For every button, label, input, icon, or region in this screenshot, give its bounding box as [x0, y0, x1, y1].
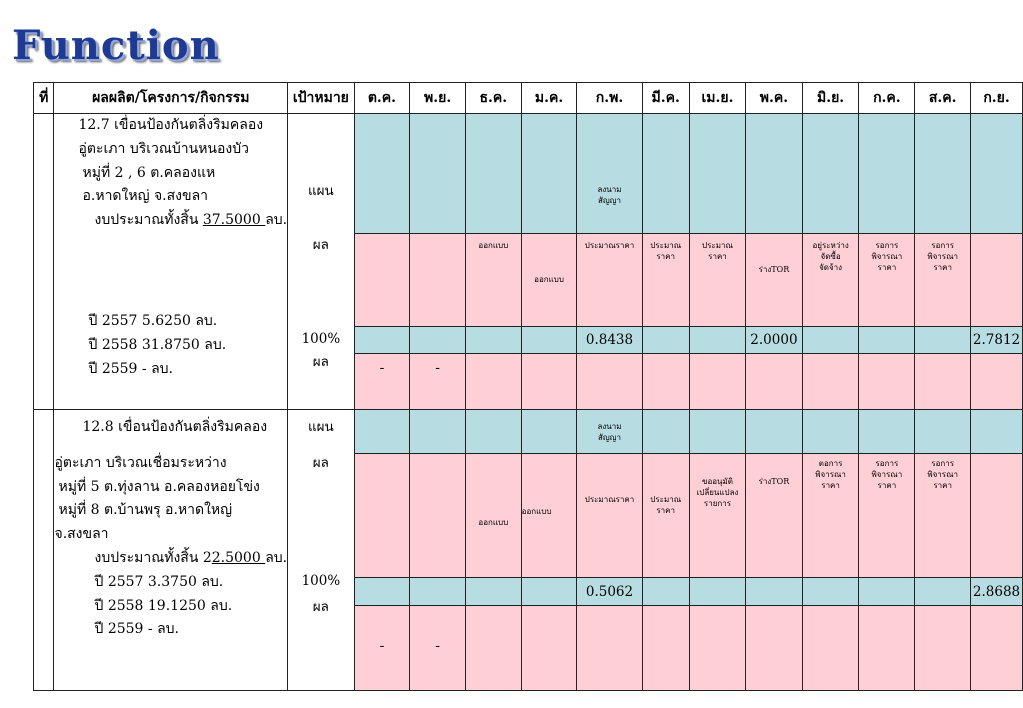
p1-line-1: 12.7 เขื่อนป้องกันตลิ่งริมคลอง [78, 117, 264, 133]
p1-result-oct [354, 234, 410, 327]
header-feb: ก.พ. [577, 83, 642, 114]
p2-plan-jul [859, 410, 915, 454]
header-jun: มิ.ย. [802, 83, 859, 114]
p2-target-plan: แผน [307, 419, 334, 435]
p1-line-4: อ.หาดใหญ่ จ.สงขลา [82, 188, 209, 205]
p1-description [54, 114, 288, 410]
p1-r2-aug [915, 354, 971, 410]
p1-plan-jan [521, 114, 577, 234]
p2-description [54, 410, 288, 691]
p1-budget-amount: 37.5000 [202, 212, 266, 229]
p1-r2-sep [971, 354, 1023, 410]
page-title: Function [12, 22, 220, 69]
p1-plan-aug [915, 114, 971, 234]
schedule-table [33, 82, 1023, 691]
header-dec: ธ.ค. [465, 83, 521, 114]
p1-budget [54, 209, 287, 233]
header-project: ผลผลิต/โครงการ/กิจกรรม [54, 83, 288, 114]
p1-amount-jan [521, 327, 577, 354]
p2-result-jul-2: พิจารณา [871, 470, 903, 479]
p1-line-2: อู่ตะเภา บริเวณบ้านหนองบัว [78, 140, 249, 157]
p2-result-apr-1: ขออนุมัติ [701, 477, 733, 486]
p1-amount-sep: 2.7812 [971, 327, 1023, 354]
p2-result-aug-2: พิจารณา [927, 470, 958, 479]
p2-target-result-2: ผล [312, 599, 329, 615]
header-apr: เม.ย. [689, 83, 745, 114]
p2-targets [288, 410, 355, 691]
p2-plan-oct [354, 410, 410, 454]
p1-target-result: ผล [312, 237, 329, 253]
p2-result-jul-3: ราคา [877, 481, 897, 490]
p2-plan-feb-2: สัญญา [597, 432, 621, 442]
p2-result-may: ร่างTOR [746, 454, 803, 578]
p2-amount-jul [859, 578, 915, 606]
p1-r2-may [746, 354, 803, 410]
p1-targets [288, 114, 355, 410]
p1-plan-jun [802, 114, 859, 234]
p2-r2-dec [465, 606, 521, 691]
p2-result-mar-1: ประมาณ [650, 495, 682, 504]
p2-no-cell [34, 410, 54, 691]
p1-result-dec: ออกแบบ [465, 234, 521, 327]
p1-r2-feb [577, 354, 642, 410]
p1-amount-jun [802, 327, 859, 354]
p1-result-may: ร่างTOR [746, 234, 803, 327]
p2-plan-feb [577, 410, 642, 454]
p2-amount-mar [642, 578, 689, 606]
p1-year-2558: ปี 2558 31.8750 ลบ. [88, 336, 227, 353]
p1-result-sep [971, 234, 1023, 327]
p1-r2-jan [521, 354, 577, 410]
p1-result-mar [642, 234, 689, 327]
p1-plan-jul [859, 114, 915, 234]
p1-amount-oct [354, 327, 410, 354]
p1-r2-dec [465, 354, 521, 410]
p1-r2-jun [802, 354, 859, 410]
p2-result-mar-2: ราคา [656, 506, 676, 515]
p2-line-5: จ.สงขลา [54, 526, 109, 543]
header-aug: ส.ค. [915, 83, 971, 114]
p2-result-jun [802, 454, 859, 578]
p1-result-jul-3: ราคา [877, 263, 897, 272]
p2-plan-mar [642, 410, 689, 454]
p2-plan-jan [521, 410, 577, 454]
p2-result-aug-3: ราคา [933, 481, 952, 490]
p1-plan-feb-1: ลงนาม [597, 185, 622, 194]
p2-result-nov [410, 454, 466, 578]
p1-r2-apr [689, 354, 745, 410]
p2-budget-amount: 2.5000 [211, 549, 266, 566]
p1-amount-jul [859, 327, 915, 354]
p1-target-result-2: ผล [312, 354, 329, 370]
p2-result-jun-3: ราคา [821, 481, 840, 490]
p1-result-apr [689, 234, 745, 327]
p1-plan-row [34, 114, 1023, 234]
p1-line-3: หมู่ที่ 2 , 6 ต.คลองแห [82, 164, 216, 181]
p2-result-jul [859, 454, 915, 578]
p1-year-2559: ปี 2559 - ลบ. [88, 360, 173, 377]
header-target: เป้าหมาย [288, 83, 355, 114]
p1-result-aug-1: รอการ [931, 241, 955, 250]
p2-target-percent: 100% [301, 573, 341, 589]
p2-result-jul-1: รอการ [875, 459, 899, 468]
p2-line-4: หมู่ที่ 8 ต.บ้านพรุ อ.หาดใหญ่ [58, 502, 233, 519]
p1-r2-jul [859, 354, 915, 410]
header-nov: พ.ย. [410, 83, 466, 114]
p1-amount-may: 2.0000 [746, 327, 803, 354]
p2-result-mar [642, 454, 689, 578]
p1-result-aug [915, 234, 971, 327]
p2-r2-jun [802, 606, 859, 691]
p1-result-mar-1: ประมาณ [650, 241, 682, 250]
p1-result-jun-1: อยู่ระหว่าง [812, 241, 849, 250]
p1-plan-nov [410, 114, 466, 234]
p1-no-cell [34, 114, 54, 410]
p2-result-oct [354, 454, 410, 578]
p2-plan-sep [971, 410, 1023, 454]
p1-result-jul [859, 234, 915, 327]
p2-plan-feb-1: ลงนาม [597, 421, 622, 431]
p2-amount-jan [521, 578, 577, 606]
p1-dash-oct: - [354, 354, 410, 410]
header-jan: ม.ค. [521, 83, 577, 114]
p2-plan-nov [410, 410, 466, 454]
p2-amount-apr [689, 578, 745, 606]
p1-result-apr-1: ประมาณ [702, 241, 733, 250]
p2-result-apr-2: เปลี่ยนแปลง [696, 488, 739, 497]
p2-result-aug-1: รอการ [931, 459, 955, 468]
p2-result-apr-3: รายการ [703, 499, 732, 508]
p2-line-1: 12.8 เขื่อนป้องกันตลิ่งริมคลอง [82, 419, 268, 435]
p1-result-aug-2: พิจารณา [927, 252, 958, 261]
p1-result-jul-1: รอการ [875, 241, 899, 250]
p1-result-nov [410, 234, 466, 327]
p1-plan-feb-2: สัญญา [597, 196, 621, 205]
p2-year-2557: ปี 2557 3.3750 ลบ. [94, 573, 224, 590]
p2-plan-dec [465, 410, 521, 454]
header-jul: ก.ค. [859, 83, 915, 114]
p2-r2-aug [915, 606, 971, 691]
p2-r2-jan [521, 606, 577, 691]
p2-result-jan: ออกแบบ [521, 454, 577, 578]
p1-amount-apr [689, 327, 745, 354]
p1-result-jun-2: จัดซื้อ [820, 252, 841, 261]
p2-line-3: หมู่ที่ 5 ต.ทุ่งลาน อ.คลองหอยโข่ง [58, 478, 260, 495]
p1-target-plan: แผน [307, 183, 334, 199]
p2-result-jun-1: ตอการ [818, 459, 843, 468]
p2-amount-sep: 2.8688 [971, 578, 1023, 606]
p2-amount-feb: 0.5062 [577, 578, 642, 606]
p1-plan-oct [354, 114, 410, 234]
p1-result-jun-3: จัดจ้าง [819, 263, 843, 272]
p2-budget-unit: ลบ. [265, 549, 288, 566]
p2-plan-aug [915, 410, 971, 454]
p2-r2-mar [642, 606, 689, 691]
p1-plan-apr [689, 114, 745, 234]
p1-result-jun [802, 234, 859, 327]
p2-year-2558: ปี 2558 19.1250 ลบ. [94, 597, 233, 614]
p2-budget-prefix: งบประมาณทั้งสิ้น 2 [94, 549, 212, 566]
p1-result-apr-2: ราคา [708, 252, 727, 261]
p2-result-apr [689, 454, 745, 578]
p2-result-sep [971, 454, 1023, 578]
p1-result-jan: ออกแบบ [521, 234, 577, 327]
p1-r2-mar [642, 354, 689, 410]
p2-amount-may [746, 578, 803, 606]
p2-r2-feb [577, 606, 642, 691]
header-no: ที่ [34, 83, 54, 114]
p2-r2-jul [859, 606, 915, 691]
p2-target-result: ผล [312, 455, 329, 471]
p2-dash-nov: - [410, 606, 466, 691]
p2-amount-oct [354, 578, 410, 606]
p2-plan-jun [802, 410, 859, 454]
p2-plan-may [746, 410, 803, 454]
p2-dash-oct: - [354, 606, 410, 691]
p1-budget-prefix: งบประมาณทั้งสิ้น [94, 212, 203, 229]
p2-r2-may [746, 606, 803, 691]
p2-amount-aug [915, 578, 971, 606]
p2-r2-apr [689, 606, 745, 691]
header-may: พ.ค. [746, 83, 803, 114]
p2-amount-jun [802, 578, 859, 606]
p1-result-aug-3: ราคา [933, 263, 952, 272]
p1-amount-nov [410, 327, 466, 354]
p1-dash-nov: - [410, 354, 466, 410]
header-oct: ต.ค. [354, 83, 410, 114]
p1-target-percent: 100% [301, 331, 341, 347]
p1-plan-may [746, 114, 803, 234]
p2-result-dec: ออกแบบ [465, 454, 521, 578]
p2-budget [54, 547, 287, 571]
p1-plan-mar [642, 114, 689, 234]
p2-result-feb: ประมาณราคา [577, 454, 642, 578]
p1-plan-sep [971, 114, 1023, 234]
p1-amount-aug [915, 327, 971, 354]
p1-result-mar-2: ราคา [656, 252, 676, 261]
p1-plan-feb [577, 114, 642, 234]
p1-plan-dec [465, 114, 521, 234]
p2-plan-apr [689, 410, 745, 454]
header-mar: มี.ค. [642, 83, 689, 114]
p2-result-jun-2: พิจารณา [815, 470, 846, 479]
p2-amount-nov [410, 578, 466, 606]
p2-plan-row [34, 410, 1023, 454]
header-sep: ก.ย. [971, 83, 1023, 114]
p2-result-aug [915, 454, 971, 578]
p1-result-feb: ประมาณราคา [577, 234, 642, 327]
p1-amount-dec [465, 327, 521, 354]
p1-year-2557: ปี 2557 5.6250 ลบ. [88, 312, 218, 329]
p1-amount-mar [642, 327, 689, 354]
p2-year-2559: ปี 2559 - ลบ. [94, 621, 179, 638]
p2-amount-dec [465, 578, 521, 606]
p1-amount-feb: 0.8438 [577, 327, 642, 354]
p1-result-jul-2: พิจารณา [871, 252, 903, 261]
p1-budget-unit: ลบ. [265, 212, 288, 229]
p2-r2-sep [971, 606, 1023, 691]
header-row [34, 83, 1023, 114]
p2-line-2: อู่ตะเภา บริเวณเชื่อมระหว่าง [54, 454, 227, 471]
